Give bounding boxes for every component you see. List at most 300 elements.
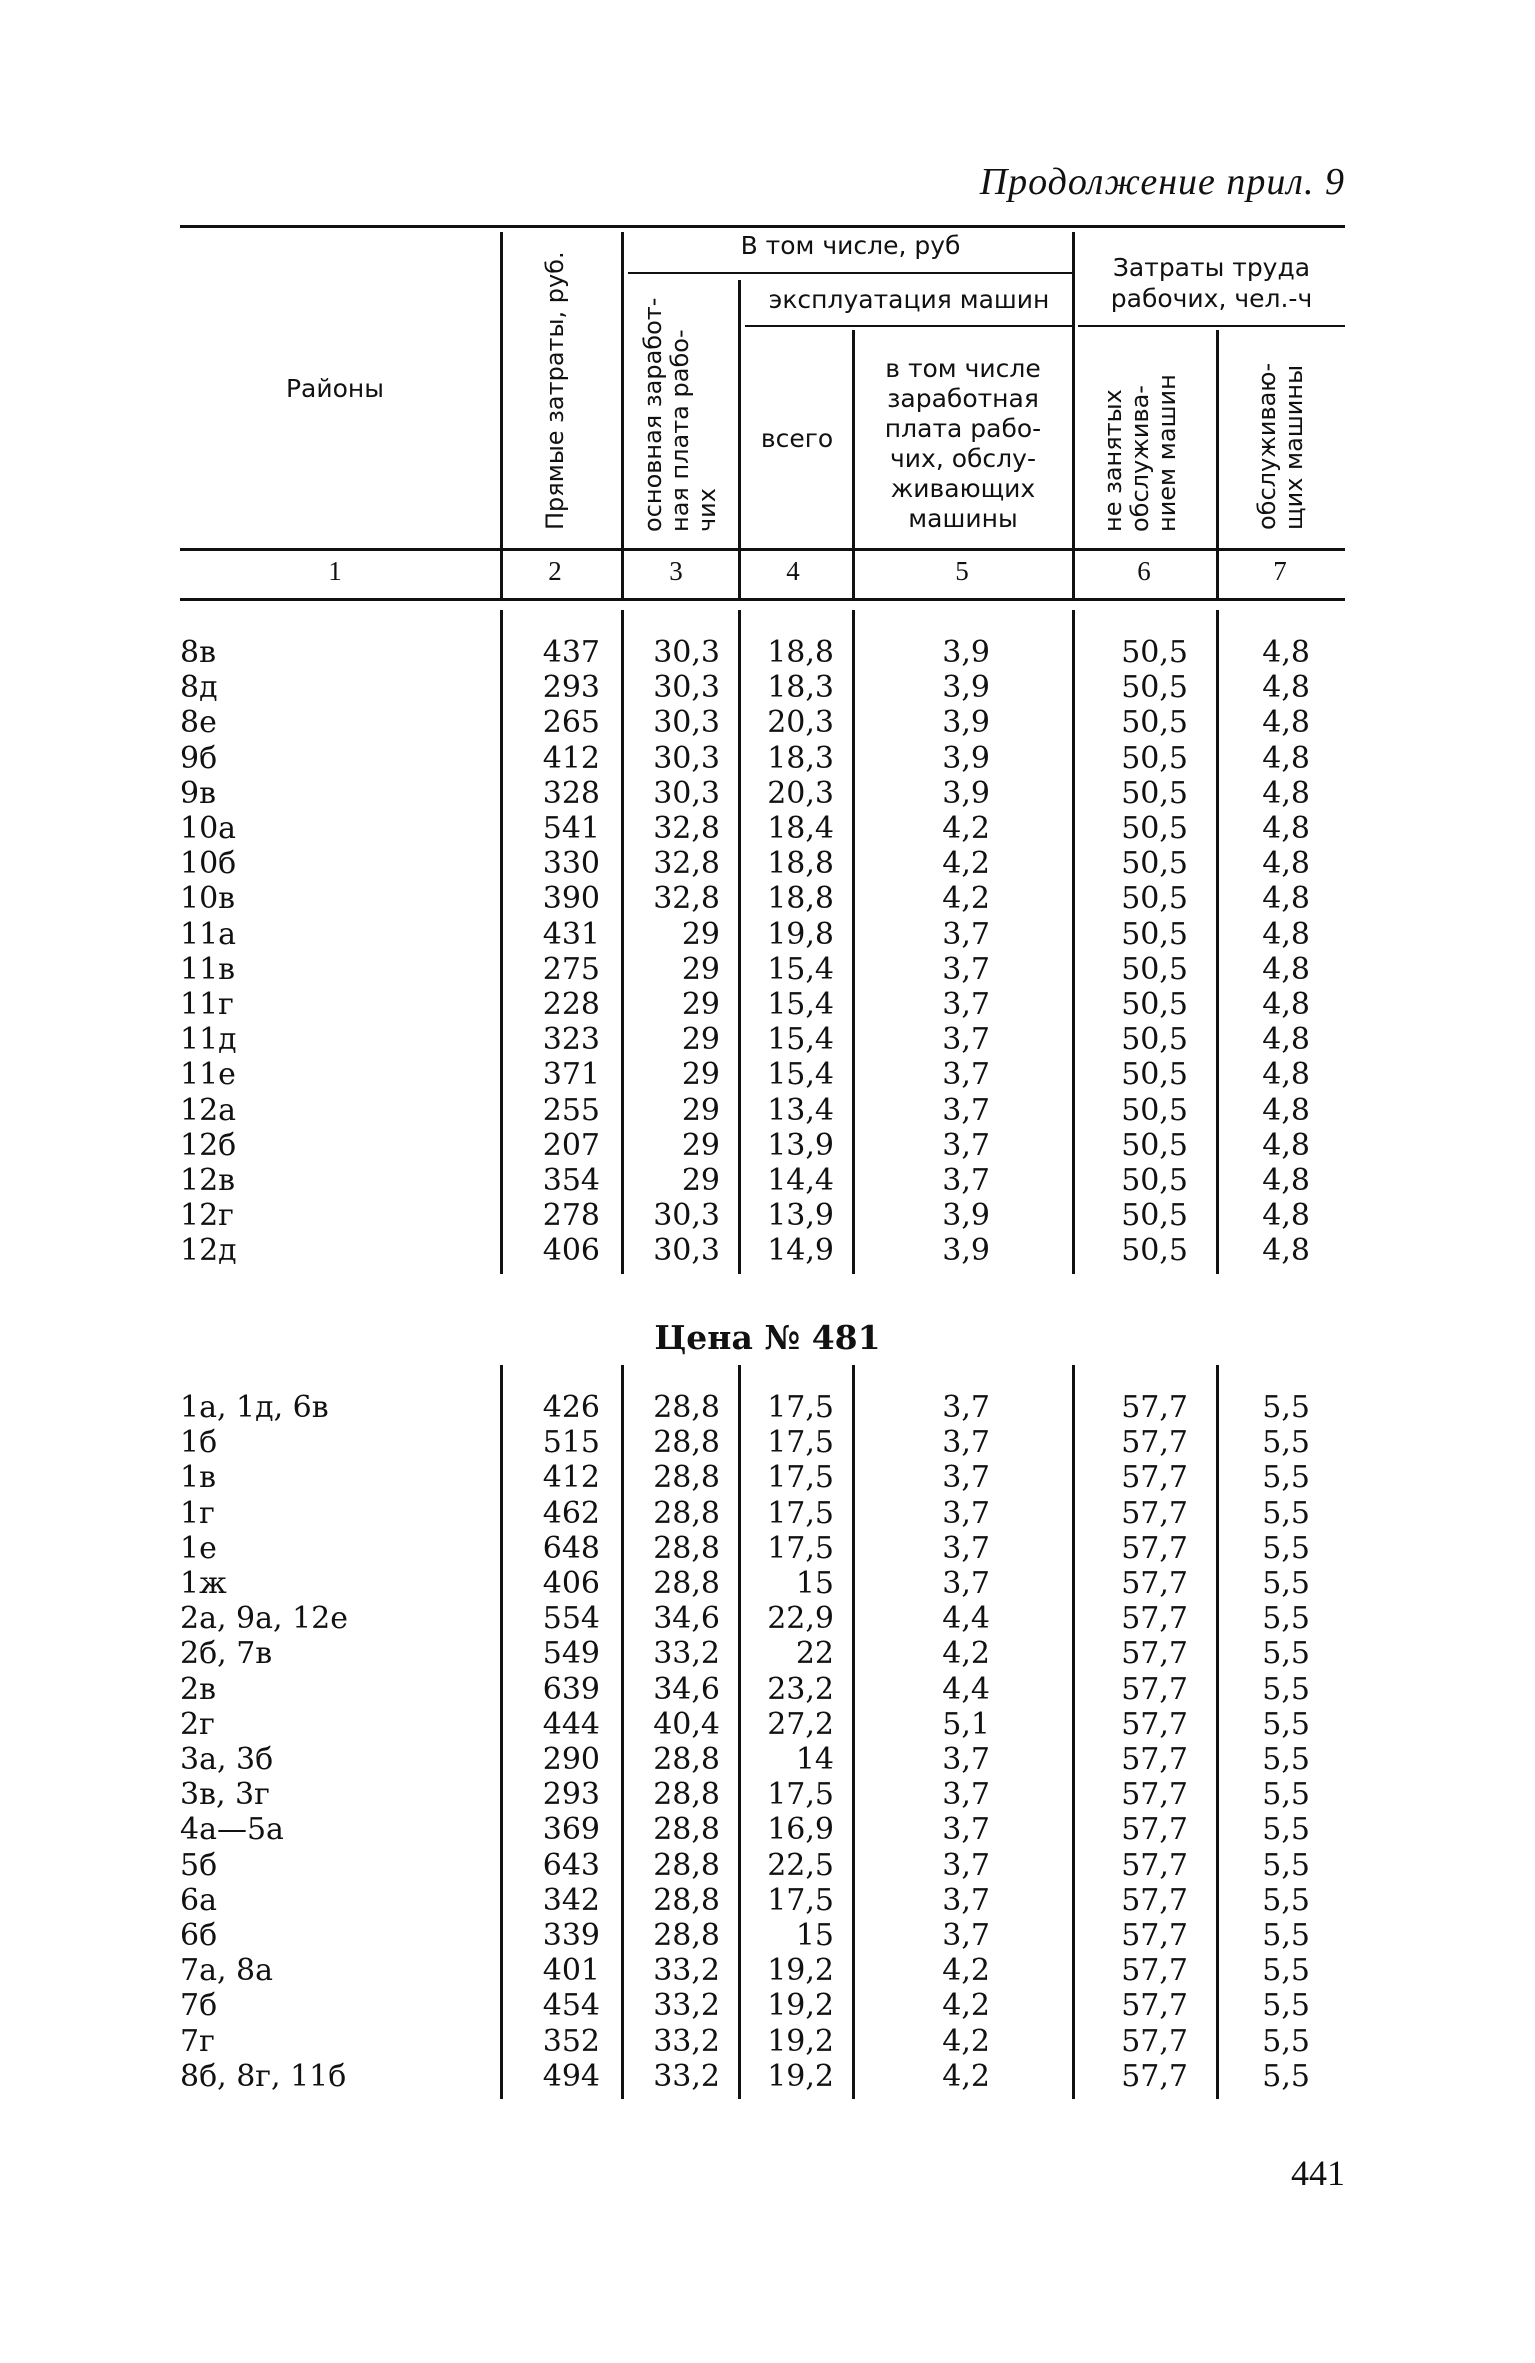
cell-region: 8б, 8г, 11б bbox=[180, 2058, 347, 2094]
column-divider bbox=[738, 1365, 741, 2099]
cell-region: 11г bbox=[180, 987, 234, 1022]
header-base-wage bbox=[640, 298, 721, 532]
cell-machines-wage: 3,7 bbox=[942, 1127, 990, 1163]
cell-base-wage: 28,8 bbox=[653, 1777, 720, 1813]
cell-region: 7г bbox=[180, 2023, 215, 2059]
column-number-3: 3 bbox=[669, 556, 683, 586]
header-rule-including bbox=[628, 272, 1073, 274]
cell-machines-total: 14 bbox=[795, 1742, 834, 1777]
cell-base-wage: 28,8 bbox=[653, 1847, 720, 1883]
cell-base-wage: 34,6 bbox=[653, 1601, 720, 1637]
cell-base-wage: 40,4 bbox=[653, 1706, 720, 1742]
column-divider bbox=[500, 610, 503, 1274]
cell-labor-serving: 4,8 bbox=[1262, 1233, 1310, 1269]
cell-machines-wage: 3,9 bbox=[942, 1233, 990, 1269]
cell-region: 11е bbox=[180, 1057, 236, 1093]
cell-machines-wage: 3,7 bbox=[942, 916, 990, 952]
cell-base-wage: 30,3 bbox=[653, 1198, 720, 1234]
cell-machines-total: 18,4 bbox=[767, 811, 834, 846]
cell-direct-costs: 323 bbox=[542, 1022, 600, 1058]
cell-direct-costs: 290 bbox=[542, 1742, 600, 1777]
cell-machines-wage: 4,2 bbox=[942, 881, 990, 917]
cell-region: 12а bbox=[180, 1092, 237, 1128]
cell-labor-serving: 5,5 bbox=[1262, 1566, 1310, 1601]
cell-direct-costs: 406 bbox=[542, 1233, 600, 1269]
cell-direct-costs: 293 bbox=[542, 670, 600, 706]
colnum-bottom-rule bbox=[180, 598, 1345, 601]
cell-base-wage: 33,2 bbox=[653, 1988, 720, 2024]
cell-labor-serving: 4,8 bbox=[1262, 775, 1310, 811]
cell-base-wage: 28,8 bbox=[653, 1882, 720, 1918]
base-wage-line-3: чих bbox=[693, 488, 721, 532]
cell-direct-costs: 390 bbox=[542, 881, 600, 917]
cell-base-wage: 30,3 bbox=[653, 775, 720, 811]
cell-direct-costs: 643 bbox=[542, 1847, 600, 1883]
cell-region: 2г bbox=[180, 1706, 215, 1742]
cell-machines-wage: 3,7 bbox=[942, 1390, 990, 1425]
cell-machines-total: 16,9 bbox=[767, 1812, 834, 1848]
cell-machines-wage: 3,7 bbox=[942, 1530, 990, 1566]
cell-region: 2в bbox=[180, 1671, 216, 1707]
cell-machines-wage: 3,7 bbox=[942, 1742, 990, 1777]
cell-machines-total: 19,2 bbox=[767, 1988, 834, 2024]
cell-machines-wage: 4,4 bbox=[942, 1601, 990, 1637]
cell-region: 7а, 8а bbox=[180, 1953, 274, 1989]
not-serving-line-3: нием машин bbox=[1153, 374, 1181, 532]
cell-region: 8е bbox=[180, 705, 217, 741]
cell-labor-serving: 4,8 bbox=[1262, 916, 1310, 952]
cell-labor-not-serving: 50,5 bbox=[1121, 775, 1188, 811]
cell-labor-serving: 5,5 bbox=[1262, 1953, 1310, 1989]
cell-machines-total: 13,9 bbox=[767, 1198, 834, 1234]
cell-machines-wage: 4,2 bbox=[942, 1953, 990, 1989]
cell-machines-wage: 3,7 bbox=[942, 1918, 990, 1953]
column-divider bbox=[1072, 1365, 1075, 2099]
cell-labor-serving: 5,5 bbox=[1262, 1636, 1310, 1672]
cell-labor-serving: 5,5 bbox=[1262, 1777, 1310, 1813]
cell-direct-costs: 265 bbox=[542, 705, 600, 741]
cell-direct-costs: 515 bbox=[542, 1425, 600, 1461]
cell-machines-wage: 3,9 bbox=[942, 1198, 990, 1234]
header-vline-6 bbox=[1216, 330, 1219, 548]
cell-labor-not-serving: 57,7 bbox=[1121, 1777, 1188, 1813]
header-incl-wage bbox=[856, 354, 1070, 534]
cell-machines-wage: 4,2 bbox=[942, 811, 990, 846]
column-number-4: 4 bbox=[786, 556, 800, 586]
cell-base-wage: 33,2 bbox=[653, 1636, 720, 1672]
header-total: всего bbox=[760, 424, 834, 453]
cell-region: 1а, 1д, 6в bbox=[180, 1390, 329, 1425]
cell-region: 1ж bbox=[180, 1566, 227, 1601]
cell-machines-wage: 3,9 bbox=[942, 705, 990, 741]
cell-machines-wage: 3,7 bbox=[942, 1022, 990, 1058]
cell-labor-serving: 5,5 bbox=[1262, 1742, 1310, 1777]
cell-machines-total: 18,3 bbox=[767, 670, 834, 706]
cell-labor-not-serving: 50,5 bbox=[1121, 1198, 1188, 1234]
cell-labor-not-serving: 50,5 bbox=[1121, 705, 1188, 741]
cell-labor-not-serving: 57,7 bbox=[1121, 2058, 1188, 2094]
cell-machines-wage: 3,7 bbox=[942, 987, 990, 1022]
cell-labor-serving: 4,8 bbox=[1262, 1198, 1310, 1234]
table-top-rule bbox=[180, 225, 1345, 228]
cell-base-wage: 33,2 bbox=[653, 2058, 720, 2094]
column-divider bbox=[1216, 1365, 1219, 2099]
cell-machines-wage: 3,9 bbox=[942, 740, 990, 776]
colnum-vline-6 bbox=[1216, 551, 1219, 598]
cell-machines-wage: 3,7 bbox=[942, 951, 990, 987]
cell-base-wage: 28,8 bbox=[653, 1425, 720, 1461]
cell-region: 12д bbox=[180, 1233, 237, 1269]
cell-region: 2а, 9а, 12е bbox=[180, 1601, 349, 1637]
cell-region: 6а bbox=[180, 1882, 217, 1918]
cell-direct-costs: 352 bbox=[542, 2023, 600, 2059]
header-labor bbox=[1078, 252, 1345, 314]
cell-machines-wage: 4,2 bbox=[942, 846, 990, 882]
serving-line-2: щих машины bbox=[1280, 364, 1308, 530]
cell-labor-not-serving: 50,5 bbox=[1121, 987, 1188, 1022]
column-divider bbox=[621, 610, 624, 1274]
cell-labor-serving: 4,8 bbox=[1262, 846, 1310, 882]
cell-direct-costs: 462 bbox=[542, 1495, 600, 1531]
cell-machines-wage: 3,9 bbox=[942, 670, 990, 706]
cell-labor-not-serving: 57,7 bbox=[1121, 1812, 1188, 1848]
cell-region: 3а, 3б bbox=[180, 1742, 274, 1777]
cell-region: 1в bbox=[180, 1460, 216, 1496]
cell-machines-total: 17,5 bbox=[767, 1530, 834, 1566]
cell-machines-wage: 3,7 bbox=[942, 1882, 990, 1918]
cell-labor-serving: 5,5 bbox=[1262, 2058, 1310, 2094]
incl-wage-line-2: заработная bbox=[887, 384, 1039, 413]
header-vline-2 bbox=[621, 232, 624, 548]
cell-labor-not-serving: 50,5 bbox=[1121, 881, 1188, 917]
cell-machines-total: 14,4 bbox=[767, 1163, 834, 1198]
cell-region: 9б bbox=[180, 740, 218, 776]
cell-machines-wage: 5,1 bbox=[942, 1706, 990, 1742]
cell-machines-wage: 4,2 bbox=[942, 1988, 990, 2024]
cell-direct-costs: 549 bbox=[542, 1636, 600, 1672]
cell-base-wage: 29 bbox=[681, 1127, 720, 1163]
cell-machines-total: 19,8 bbox=[767, 916, 834, 952]
cell-labor-not-serving: 57,7 bbox=[1121, 1706, 1188, 1742]
labor-line-2: рабочих, чел.-ч bbox=[1110, 284, 1313, 313]
cell-region: 10а bbox=[180, 811, 237, 846]
colnum-vline-1 bbox=[500, 551, 503, 598]
header-regions: Районы bbox=[285, 374, 385, 403]
cell-region: 8в bbox=[180, 635, 216, 670]
cell-labor-not-serving: 50,5 bbox=[1121, 846, 1188, 882]
cell-machines-total: 19,2 bbox=[767, 2058, 834, 2094]
cell-labor-not-serving: 57,7 bbox=[1121, 1882, 1188, 1918]
cell-machines-total: 17,5 bbox=[767, 1882, 834, 1918]
incl-wage-line-5: живающих bbox=[890, 474, 1036, 503]
header-vline-5 bbox=[1072, 232, 1075, 548]
cell-direct-costs: 328 bbox=[542, 775, 600, 811]
cell-labor-not-serving: 50,5 bbox=[1121, 670, 1188, 706]
cell-machines-total: 23,2 bbox=[767, 1671, 834, 1707]
cell-machines-total: 18,3 bbox=[767, 740, 834, 776]
cell-direct-costs: 207 bbox=[542, 1127, 600, 1163]
cell-direct-costs: 369 bbox=[542, 1812, 600, 1848]
cell-machines-total: 27,2 bbox=[767, 1706, 834, 1742]
cell-base-wage: 28,8 bbox=[653, 1390, 720, 1425]
cell-base-wage: 28,8 bbox=[653, 1918, 720, 1953]
cell-labor-serving: 5,5 bbox=[1262, 1601, 1310, 1637]
cell-direct-costs: 330 bbox=[542, 846, 600, 882]
incl-wage-line-4: чих, обслу- bbox=[890, 444, 1036, 473]
cell-labor-not-serving: 50,5 bbox=[1121, 1022, 1188, 1058]
cell-region: 4а—5а bbox=[180, 1812, 284, 1848]
cell-labor-serving: 4,8 bbox=[1262, 705, 1310, 741]
cell-region: 8д bbox=[180, 670, 218, 706]
cell-machines-total: 17,5 bbox=[767, 1460, 834, 1496]
cell-base-wage: 29 bbox=[681, 951, 720, 987]
header-bottom-rule bbox=[180, 548, 1345, 551]
cell-machines-total: 22 bbox=[795, 1636, 834, 1672]
cell-labor-not-serving: 57,7 bbox=[1121, 1636, 1188, 1672]
page-number: 441 bbox=[1291, 2153, 1345, 2193]
cell-machines-total: 20,3 bbox=[767, 705, 834, 741]
cell-region: 1б bbox=[180, 1425, 218, 1461]
cell-labor-not-serving: 50,5 bbox=[1121, 1233, 1188, 1269]
cell-machines-total: 17,5 bbox=[767, 1390, 834, 1425]
cell-machines-wage: 4,2 bbox=[942, 1636, 990, 1672]
cell-machines-wage: 3,7 bbox=[942, 1847, 990, 1883]
cell-labor-not-serving: 57,7 bbox=[1121, 2023, 1188, 2059]
cell-labor-serving: 4,8 bbox=[1262, 670, 1310, 706]
cell-machines-total: 19,2 bbox=[767, 2023, 834, 2059]
cell-region: 12в bbox=[180, 1163, 236, 1198]
cell-direct-costs: 401 bbox=[542, 1953, 600, 1989]
cell-machines-total: 15,4 bbox=[767, 1057, 834, 1093]
cell-base-wage: 28,8 bbox=[653, 1460, 720, 1496]
cell-direct-costs: 431 bbox=[542, 916, 600, 952]
cell-labor-serving: 4,8 bbox=[1262, 1022, 1310, 1058]
column-divider bbox=[1072, 610, 1075, 1274]
cell-base-wage: 32,8 bbox=[653, 846, 720, 882]
cell-machines-total: 15,4 bbox=[767, 1022, 834, 1058]
cell-labor-serving: 5,5 bbox=[1262, 1390, 1310, 1425]
cell-labor-not-serving: 50,5 bbox=[1121, 1057, 1188, 1093]
cell-labor-serving: 5,5 bbox=[1262, 2023, 1310, 2059]
cell-labor-serving: 5,5 bbox=[1262, 1918, 1310, 1953]
column-divider bbox=[852, 610, 855, 1274]
cell-region: 12г bbox=[180, 1198, 234, 1234]
cell-direct-costs: 437 bbox=[542, 635, 600, 670]
cell-direct-costs: 444 bbox=[542, 1706, 600, 1742]
cell-labor-not-serving: 57,7 bbox=[1121, 1390, 1188, 1425]
cell-region: 1г bbox=[180, 1495, 215, 1531]
cell-base-wage: 28,8 bbox=[653, 1530, 720, 1566]
cell-labor-not-serving: 57,7 bbox=[1121, 1530, 1188, 1566]
cell-labor-serving: 4,8 bbox=[1262, 740, 1310, 776]
cell-labor-not-serving: 50,5 bbox=[1121, 916, 1188, 952]
cell-machines-total: 17,5 bbox=[767, 1495, 834, 1531]
cell-region: 9в bbox=[180, 775, 216, 811]
cell-region: 5б bbox=[180, 1847, 218, 1883]
cell-labor-serving: 4,8 bbox=[1262, 1163, 1310, 1198]
cell-labor-not-serving: 57,7 bbox=[1121, 1742, 1188, 1777]
cell-labor-not-serving: 50,5 bbox=[1121, 635, 1188, 670]
cell-region: 1е bbox=[180, 1530, 217, 1566]
cell-direct-costs: 339 bbox=[542, 1918, 600, 1953]
cell-labor-not-serving: 57,7 bbox=[1121, 1847, 1188, 1883]
cell-region: 11в bbox=[180, 951, 236, 987]
header-not-serving bbox=[1100, 374, 1181, 532]
cell-machines-total: 18,8 bbox=[767, 881, 834, 917]
cell-base-wage: 28,8 bbox=[653, 1566, 720, 1601]
incl-wage-line-6: машины bbox=[908, 504, 1018, 533]
header-vline-4 bbox=[852, 330, 855, 548]
cell-labor-serving: 5,5 bbox=[1262, 1847, 1310, 1883]
incl-wage-line-1: в том числе bbox=[885, 354, 1041, 383]
cell-direct-costs: 648 bbox=[542, 1530, 600, 1566]
cell-machines-total: 18,8 bbox=[767, 846, 834, 882]
cell-machines-total: 15 bbox=[795, 1566, 834, 1601]
cell-labor-serving: 5,5 bbox=[1262, 1425, 1310, 1461]
cell-labor-serving: 5,5 bbox=[1262, 1530, 1310, 1566]
cell-labor-not-serving: 57,7 bbox=[1121, 1566, 1188, 1601]
cell-region: 10б bbox=[180, 846, 237, 882]
cell-base-wage: 30,3 bbox=[653, 670, 720, 706]
cell-region: 12б bbox=[180, 1127, 237, 1163]
cell-base-wage: 28,8 bbox=[653, 1495, 720, 1531]
cell-machines-wage: 3,7 bbox=[942, 1460, 990, 1496]
cell-labor-serving: 5,5 bbox=[1262, 1812, 1310, 1848]
cell-labor-not-serving: 50,5 bbox=[1121, 1127, 1188, 1163]
colnum-vline-4 bbox=[852, 551, 855, 598]
column-number-7: 7 bbox=[1273, 556, 1287, 586]
cell-machines-wage: 3,7 bbox=[942, 1812, 990, 1848]
cell-machines-total: 20,3 bbox=[767, 775, 834, 811]
cell-direct-costs: 541 bbox=[542, 811, 600, 846]
cell-labor-not-serving: 57,7 bbox=[1121, 1601, 1188, 1637]
cell-labor-serving: 5,5 bbox=[1262, 1706, 1310, 1742]
cell-base-wage: 33,2 bbox=[653, 1953, 720, 1989]
cell-machines-total: 15,4 bbox=[767, 987, 834, 1022]
column-divider bbox=[852, 1365, 855, 2099]
not-serving-line-2: обслужива- bbox=[1126, 385, 1154, 532]
cell-machines-total: 18,8 bbox=[767, 635, 834, 670]
page-caption: Продолжение прил. 9 bbox=[979, 161, 1345, 203]
cell-labor-not-serving: 50,5 bbox=[1121, 1163, 1188, 1198]
cell-direct-costs: 412 bbox=[542, 1460, 600, 1496]
cell-direct-costs: 255 bbox=[542, 1092, 600, 1128]
cell-machines-wage: 3,7 bbox=[942, 1777, 990, 1813]
cell-machines-wage: 3,7 bbox=[942, 1163, 990, 1198]
cell-machines-total: 22,5 bbox=[767, 1847, 834, 1883]
cell-base-wage: 30,3 bbox=[653, 740, 720, 776]
header-rule-labor bbox=[1078, 325, 1345, 327]
header-machine-operation: эксплуатация машин bbox=[768, 285, 1050, 314]
cell-labor-serving: 4,8 bbox=[1262, 987, 1310, 1022]
cell-machines-wage: 4,2 bbox=[942, 2023, 990, 2059]
cell-region: 11а bbox=[180, 916, 237, 952]
cell-base-wage: 32,8 bbox=[653, 811, 720, 846]
cell-region: 3в, 3г bbox=[180, 1777, 270, 1813]
cell-labor-serving: 5,5 bbox=[1262, 1882, 1310, 1918]
cell-machines-wage: 3,7 bbox=[942, 1425, 990, 1461]
cell-labor-not-serving: 57,7 bbox=[1121, 1425, 1188, 1461]
cell-labor-not-serving: 50,5 bbox=[1121, 740, 1188, 776]
cell-base-wage: 30,3 bbox=[653, 635, 720, 670]
cell-labor-serving: 5,5 bbox=[1262, 1495, 1310, 1531]
base-wage-line-2: ная плата рабо- bbox=[666, 329, 694, 532]
cell-direct-costs: 278 bbox=[542, 1198, 600, 1234]
cell-direct-costs: 293 bbox=[542, 1777, 600, 1813]
cell-region: 10в bbox=[180, 881, 236, 917]
cell-labor-serving: 4,8 bbox=[1262, 635, 1310, 670]
cell-labor-serving: 4,8 bbox=[1262, 1127, 1310, 1163]
cell-direct-costs: 275 bbox=[542, 951, 600, 987]
cell-labor-serving: 5,5 bbox=[1262, 1988, 1310, 2024]
cell-direct-costs: 406 bbox=[542, 1566, 600, 1601]
column-number-2: 2 bbox=[548, 556, 562, 586]
cell-machines-wage: 4,4 bbox=[942, 1671, 990, 1707]
cell-direct-costs: 554 bbox=[542, 1601, 600, 1637]
cell-direct-costs: 371 bbox=[542, 1057, 600, 1093]
cell-machines-total: 13,4 bbox=[767, 1092, 834, 1128]
cell-labor-serving: 4,8 bbox=[1262, 811, 1310, 846]
cell-labor-not-serving: 57,7 bbox=[1121, 1671, 1188, 1707]
cell-base-wage: 29 bbox=[681, 1057, 720, 1093]
base-wage-line-1: основная заработ- bbox=[639, 297, 667, 532]
cell-machines-total: 17,5 bbox=[767, 1777, 834, 1813]
cell-labor-not-serving: 57,7 bbox=[1121, 1460, 1188, 1496]
column-number-6: 6 bbox=[1137, 556, 1151, 586]
cell-direct-costs: 228 bbox=[542, 987, 600, 1022]
cell-base-wage: 29 bbox=[681, 1022, 720, 1058]
cell-labor-serving: 4,8 bbox=[1262, 1057, 1310, 1093]
cell-direct-costs: 426 bbox=[542, 1390, 600, 1425]
cell-labor-serving: 5,5 bbox=[1262, 1671, 1310, 1707]
cell-machines-wage: 3,9 bbox=[942, 635, 990, 670]
cell-base-wage: 33,2 bbox=[653, 2023, 720, 2059]
header-serving bbox=[1254, 363, 1308, 530]
cell-labor-not-serving: 57,7 bbox=[1121, 1918, 1188, 1953]
colnum-vline-2 bbox=[621, 551, 624, 598]
cell-region: 7б bbox=[180, 1988, 218, 2024]
cell-labor-not-serving: 57,7 bbox=[1121, 1495, 1188, 1531]
cell-labor-not-serving: 57,7 bbox=[1121, 1953, 1188, 1989]
serving-line-1: обслуживаю- bbox=[1253, 362, 1281, 530]
cell-region: 6б bbox=[180, 1918, 218, 1953]
column-number-5: 5 bbox=[955, 556, 969, 586]
cell-direct-costs: 354 bbox=[542, 1163, 600, 1198]
cell-base-wage: 34,6 bbox=[653, 1671, 720, 1707]
cell-labor-serving: 4,8 bbox=[1262, 881, 1310, 917]
cell-direct-costs: 342 bbox=[542, 1882, 600, 1918]
cell-labor-serving: 4,8 bbox=[1262, 1092, 1310, 1128]
cell-machines-wage: 3,7 bbox=[942, 1057, 990, 1093]
cell-machines-total: 22,9 bbox=[767, 1601, 834, 1637]
cell-region: 11д bbox=[180, 1022, 237, 1058]
colnum-vline-5 bbox=[1072, 551, 1075, 598]
cell-machines-total: 13,9 bbox=[767, 1127, 834, 1163]
cell-base-wage: 29 bbox=[681, 987, 720, 1022]
incl-wage-line-3: плата рабо- bbox=[884, 414, 1042, 443]
cell-base-wage: 29 bbox=[681, 1092, 720, 1128]
column-divider bbox=[1216, 610, 1219, 1274]
cell-machines-wage: 3,7 bbox=[942, 1495, 990, 1531]
cell-machines-wage: 3,7 bbox=[942, 1092, 990, 1128]
cell-machines-total: 15 bbox=[795, 1918, 834, 1953]
cell-base-wage: 30,3 bbox=[653, 705, 720, 741]
cell-machines-total: 14,9 bbox=[767, 1233, 834, 1269]
not-serving-line-1: не занятых bbox=[1099, 389, 1127, 532]
cell-direct-costs: 412 bbox=[542, 740, 600, 776]
cell-labor-serving: 5,5 bbox=[1262, 1460, 1310, 1496]
cell-labor-not-serving: 57,7 bbox=[1121, 1988, 1188, 2024]
